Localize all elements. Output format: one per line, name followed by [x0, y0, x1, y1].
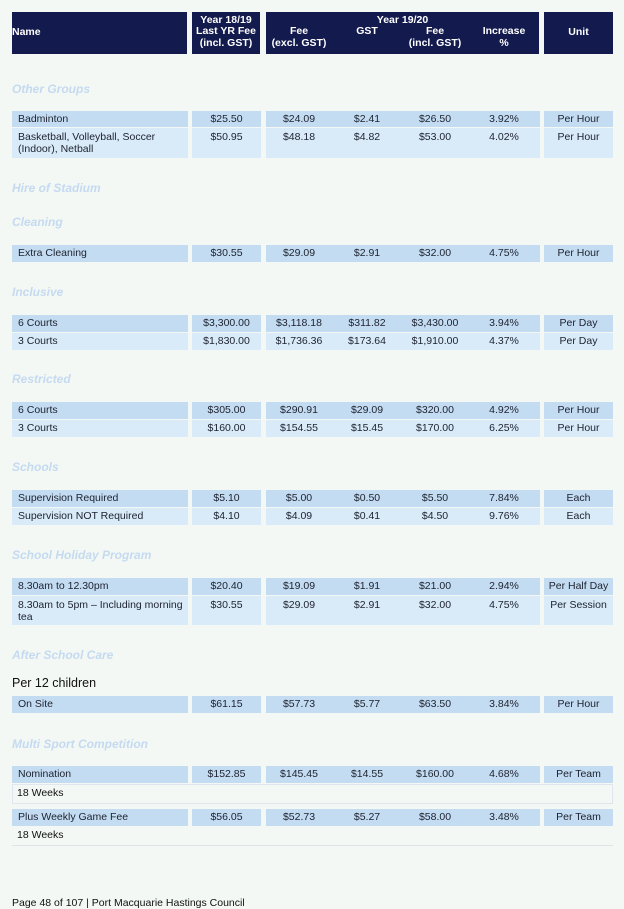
row-game-fee-name: Plus Weekly Game Fee	[12, 809, 188, 826]
on-site-increase: 3.84%	[489, 698, 519, 710]
header-fee-line2: (excl. GST)	[271, 37, 327, 49]
header-current-year-cell	[266, 12, 539, 54]
header-prev-line1: Year 18/19	[200, 14, 252, 26]
header-name-cell	[12, 12, 187, 54]
header-current-year: Year 19/20	[376, 14, 429, 26]
row-basketball-name	[12, 128, 188, 158]
sup-req-gst: $0.50	[353, 492, 381, 504]
section-schools: Schools	[12, 460, 59, 474]
row-nomination-unit: Per Team	[544, 766, 613, 783]
row-extra-cleaning-prev: $30.55	[192, 245, 261, 262]
header-prev-line2: Last YR Fee	[196, 25, 256, 37]
badminton-gst: $2.41	[353, 113, 381, 125]
game-fee-increase: 3.48%	[489, 811, 519, 823]
header-prev-line3: (incl. GST)	[199, 37, 253, 49]
row-hol-half-name: 8.30am to 12.30pm	[12, 578, 188, 595]
row-badminton-current	[266, 111, 540, 127]
incl-3-fee-incl: $1,910.00	[411, 335, 459, 347]
incl-6-fee: $3,118.18	[276, 317, 322, 329]
header-unit: Unit	[568, 26, 589, 38]
header-gst: GST	[356, 25, 378, 37]
note-weeks-1: 18 Weeks	[17, 787, 64, 799]
row-badminton-name: Badminton	[12, 111, 188, 127]
header-name: Name	[12, 26, 41, 38]
game-fee-fee-incl: $58.00	[418, 811, 452, 823]
row-hol-full-unit: Per Session	[544, 596, 613, 625]
row-game-fee-current	[266, 809, 540, 826]
incl-3-increase: 4.37%	[489, 335, 519, 347]
row-hol-full-name	[12, 596, 188, 625]
header-fee-incl-line1: Fee	[425, 25, 445, 37]
on-site-gst: $5.77	[353, 698, 381, 710]
hol-half-increase: 2.94%	[489, 580, 519, 592]
row-extra-cleaning-name: Extra Cleaning	[12, 245, 188, 262]
row-incl-6-current	[266, 315, 540, 332]
table-bottom-divider	[12, 845, 613, 846]
row-rest-3-current	[266, 420, 540, 437]
badminton-fee: $24.09	[282, 113, 316, 125]
section-inclusive: Inclusive	[12, 285, 64, 299]
hol-full-name-line2: tea	[18, 611, 33, 623]
hol-full-fee-incl: $32.00	[418, 599, 452, 611]
row-on-site-prev: $61.15	[192, 696, 261, 713]
row-extra-cleaning-unit: Per Hour	[544, 245, 613, 262]
incl-6-fee-incl: $3,430.00	[411, 317, 459, 329]
incl-3-gst: $173.64	[348, 335, 386, 347]
game-fee-gst: $5.27	[353, 811, 381, 823]
row-on-site-current	[266, 696, 540, 713]
row-basketball-prev: $50.95	[192, 128, 261, 158]
basketball-increase: 4.02%	[489, 131, 519, 143]
row-on-site-name: On Site	[12, 696, 188, 713]
section-restricted: Restricted	[12, 372, 71, 386]
row-nomination-name: Nomination	[12, 766, 188, 783]
page-footer: Page 48 of 107 | Port Macquarie Hastings Council	[12, 897, 245, 909]
row-game-fee-prev: $56.05	[192, 809, 261, 826]
row-incl-3-current	[266, 333, 540, 350]
extra-cleaning-fee-incl: $32.00	[418, 247, 452, 259]
section-cleaning: Cleaning	[12, 215, 63, 229]
sup-req-increase: 7.84%	[489, 492, 519, 504]
on-site-fee-incl: $63.50	[418, 698, 452, 710]
section-after-school: After School Care	[12, 648, 114, 662]
header-increase-line1: Increase	[482, 25, 526, 37]
header-increase-line2: %	[499, 37, 509, 49]
row-nomination-current	[266, 766, 540, 783]
sup-not-gst: $0.41	[353, 510, 381, 522]
row-sup-req-name: Supervision Required	[12, 490, 188, 507]
row-incl-3-name: 3 Courts	[12, 333, 188, 350]
basketball-gst: $4.82	[353, 131, 381, 143]
header-fee-line1: Fee	[289, 25, 309, 37]
sup-req-fee-incl: $5.50	[421, 492, 449, 504]
row-extra-cleaning-current	[266, 245, 540, 262]
section-multi-sport: Multi Sport Competition	[12, 737, 148, 751]
nomination-fee: $145.45	[280, 768, 318, 780]
row-sup-req-current	[266, 490, 540, 507]
row-basketball-current	[266, 128, 540, 158]
row-on-site-unit: Per Hour	[544, 696, 613, 713]
incl-6-increase: 3.94%	[489, 317, 519, 329]
section-school-holiday: School Holiday Program	[12, 548, 152, 562]
rest-6-fee-incl: $320.00	[416, 404, 454, 416]
incl-3-fee: $1,736.36	[275, 335, 323, 347]
row-hol-full-prev: $30.55	[192, 596, 261, 625]
basketball-name-line2: (Indoor), Netball	[18, 143, 94, 155]
row-rest-3-unit: Per Hour	[544, 420, 613, 437]
row-incl-6-unit: Per Day	[544, 315, 613, 332]
row-nomination-prev: $152.85	[192, 766, 261, 783]
badminton-increase: 3.92%	[489, 113, 519, 125]
row-badminton-unit: Per Hour	[544, 111, 613, 127]
row-sup-req-prev: $5.10	[192, 490, 261, 507]
extra-cleaning-gst: $2.91	[353, 247, 381, 259]
header-fee-incl-line2: (incl. GST)	[408, 37, 462, 49]
rest-3-gst: $15.45	[350, 422, 384, 434]
row-incl-3-unit: Per Day	[544, 333, 613, 350]
row-incl-6-prev: $3,300.00	[192, 315, 261, 332]
rest-3-increase: 6.25%	[489, 422, 519, 434]
rest-3-fee: $154.55	[280, 422, 318, 434]
extra-cleaning-fee: $29.09	[282, 247, 316, 259]
hol-half-fee: $19.09	[282, 580, 316, 592]
row-sup-not-prev: $4.10	[192, 508, 261, 525]
weeks-box-1	[12, 784, 613, 804]
hol-full-fee: $29.09	[282, 599, 316, 611]
hol-full-name-line1: 8.30am to 5pm – Including morning	[18, 599, 183, 611]
row-incl-6-name: 6 Courts	[12, 315, 188, 332]
hol-full-gst: $2.91	[353, 599, 381, 611]
row-hol-full-current	[266, 596, 540, 625]
row-basketball-unit: Per Hour	[544, 128, 613, 158]
sup-not-increase: 9.76%	[489, 510, 519, 522]
row-hol-half-prev: $20.40	[192, 578, 261, 595]
note-weeks-2: 18 Weeks	[17, 829, 64, 841]
sup-not-fee-incl: $4.50	[421, 510, 449, 522]
badminton-fee-incl: $26.50	[418, 113, 452, 125]
header-prev-year-cell	[192, 12, 260, 54]
row-sup-not-current	[266, 508, 540, 525]
row-hol-half-unit: Per Half Day	[544, 578, 613, 595]
sup-req-fee: $5.00	[285, 492, 313, 504]
row-incl-3-prev: $1,830.00	[192, 333, 261, 350]
row-rest-6-unit: Per Hour	[544, 402, 613, 419]
nomination-increase: 4.68%	[489, 768, 519, 780]
row-rest-6-current	[266, 402, 540, 419]
row-sup-not-unit: Each	[544, 508, 613, 525]
basketball-fee: $48.18	[282, 131, 316, 143]
section-other-groups: Other Groups	[12, 82, 91, 96]
row-sup-not-name: Supervision NOT Required	[12, 508, 188, 525]
on-site-fee: $57.73	[282, 698, 316, 710]
row-rest-3-prev: $160.00	[192, 420, 261, 437]
hol-half-fee-incl: $21.00	[418, 580, 452, 592]
rest-6-gst: $29.09	[350, 404, 384, 416]
header-unit-cell	[544, 12, 613, 54]
nomination-gst: $14.55	[350, 768, 384, 780]
incl-6-gst: $311.82	[348, 317, 386, 329]
note-per-12-children: Per 12 children	[12, 676, 97, 690]
hol-full-increase: 4.75%	[489, 599, 519, 611]
section-hire-of-stadium: Hire of Stadium	[12, 181, 101, 195]
nomination-fee-incl: $160.00	[416, 768, 454, 780]
rest-6-increase: 4.92%	[489, 404, 519, 416]
game-fee-fee: $52.73	[282, 811, 316, 823]
extra-cleaning-increase: 4.75%	[489, 247, 519, 259]
basketball-fee-incl: $53.00	[418, 131, 452, 143]
row-sup-req-unit: Each	[544, 490, 613, 507]
sup-not-fee: $4.09	[285, 510, 313, 522]
row-game-fee-unit: Per Team	[544, 809, 613, 826]
row-badminton-prev: $25.50	[192, 111, 261, 127]
rest-3-fee-incl: $170.00	[416, 422, 454, 434]
row-rest-3-name: 3 Courts	[12, 420, 188, 437]
basketball-name-line1: Basketball, Volleyball, Soccer	[18, 131, 156, 143]
row-hol-half-current	[266, 578, 540, 595]
rest-6-fee: $290.91	[280, 404, 318, 416]
hol-half-gst: $1.91	[353, 580, 381, 592]
row-rest-6-name: 6 Courts	[12, 402, 188, 419]
row-rest-6-prev: $305.00	[192, 402, 261, 419]
